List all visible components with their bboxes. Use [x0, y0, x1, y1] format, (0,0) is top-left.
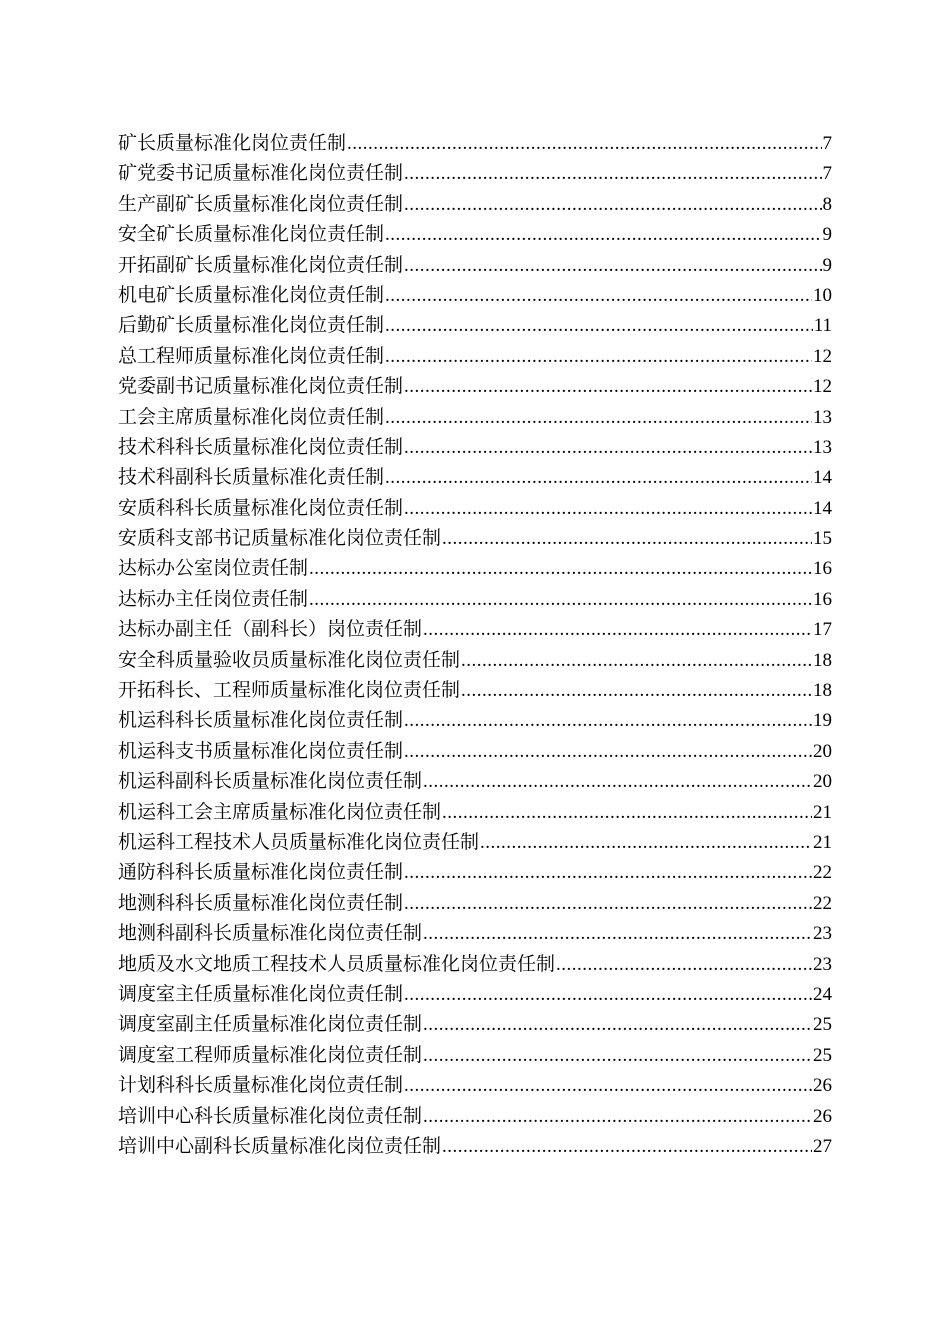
toc-dot-leader	[404, 1071, 812, 1101]
toc-entry-title: 培训中心科长质量标准化岗位责任制	[118, 1104, 423, 1127]
toc-entry[interactable]	[118, 675, 832, 705]
toc-entry[interactable]	[118, 918, 832, 948]
toc-dot-leader	[461, 646, 812, 676]
toc-entry[interactable]	[118, 614, 832, 644]
toc-dot-leader	[442, 1132, 812, 1162]
toc-dot-leader	[404, 190, 821, 220]
toc-entry-page-number: 27	[813, 1135, 832, 1157]
toc-entry[interactable]	[118, 371, 832, 401]
toc-dot-leader	[423, 615, 812, 645]
toc-dot-leader	[385, 403, 812, 433]
toc-entry-title: 安全科质量验收员质量标准化岗位责任制	[118, 648, 461, 671]
toc-dot-leader	[385, 342, 812, 372]
toc-entry-title: 机运科科长质量标准化岗位责任制	[118, 709, 404, 732]
toc-entry-title: 达标办副主任（副科长）岗位责任制	[118, 618, 423, 641]
toc-entry-page-number: 21	[813, 831, 832, 853]
toc-dot-leader	[404, 737, 812, 767]
toc-entry-title: 技术科科长质量标准化岗位责任制	[118, 435, 404, 458]
toc-entry-title: 工会主席质量标准化岗位责任制	[118, 405, 385, 428]
toc-entry-page-number: 18	[813, 649, 832, 671]
toc-entry-title: 机运科工会主席质量标准化岗位责任制	[118, 800, 442, 823]
toc-dot-leader	[442, 798, 812, 828]
toc-entry[interactable]	[118, 705, 832, 735]
toc-entry[interactable]	[118, 158, 832, 188]
toc-entry-page-number: 15	[813, 528, 832, 550]
toc-entry-page-number: 25	[813, 1014, 832, 1036]
toc-entry[interactable]	[118, 857, 832, 887]
toc-dot-leader	[556, 950, 812, 980]
toc-entry[interactable]	[118, 523, 832, 553]
toc-entry-title: 调度室副主任质量标准化岗位责任制	[118, 1013, 423, 1036]
toc-entry[interactable]	[118, 979, 832, 1009]
toc-entry-page-number: 22	[813, 892, 832, 914]
toc-entry[interactable]	[118, 128, 832, 158]
toc-entry-page-number: 12	[813, 345, 832, 367]
toc-entry[interactable]	[118, 462, 832, 492]
toc-entry-page-number: 20	[813, 771, 832, 793]
toc-entry-page-number: 14	[813, 467, 832, 489]
toc-entry[interactable]	[118, 1101, 832, 1131]
toc-entry-page-number: 20	[813, 740, 832, 762]
toc-entry-page-number: 16	[813, 558, 832, 580]
toc-entry-title: 党委副书记质量标准化岗位责任制	[118, 375, 404, 398]
toc-entry-title: 安质科科长质量标准化岗位责任制	[118, 496, 404, 519]
toc-dot-leader	[423, 1041, 812, 1071]
toc-entry-title: 达标办主任岗位责任制	[118, 587, 309, 610]
toc-dot-leader	[404, 889, 812, 919]
toc-entry[interactable]	[118, 797, 832, 827]
toc-dot-leader	[423, 1102, 812, 1132]
toc-entry-page-number: 16	[813, 588, 832, 610]
toc-dot-leader	[385, 281, 812, 311]
toc-entry-page-number: 11	[813, 315, 832, 337]
toc-dot-leader	[404, 372, 812, 402]
toc-entry-page-number: 17	[813, 619, 832, 641]
toc-entry[interactable]	[118, 250, 832, 280]
toc-entry-title: 机运科支书质量标准化岗位责任制	[118, 739, 404, 762]
toc-entry[interactable]	[118, 1131, 832, 1161]
toc-dot-leader	[347, 129, 821, 159]
toc-entry-page-number: 21	[813, 801, 832, 823]
toc-entry-page-number: 7	[822, 163, 832, 185]
toc-entry-page-number: 12	[813, 376, 832, 398]
toc-entry-title: 总工程师质量标准化岗位责任制	[118, 344, 385, 367]
toc-entry-title: 机运科副科长质量标准化岗位责任制	[118, 770, 423, 793]
toc-entry-title: 后勤矿长质量标准化岗位责任制	[118, 314, 385, 337]
toc-entry[interactable]	[118, 645, 832, 675]
toc-entry-title: 调度室主任质量标准化岗位责任制	[118, 982, 404, 1005]
toc-dot-leader	[404, 858, 812, 888]
toc-entry[interactable]	[118, 280, 832, 310]
toc-entry-page-number: 10	[813, 284, 832, 306]
toc-entry-title: 通防科科长质量标准化岗位责任制	[118, 861, 404, 884]
toc-entry[interactable]	[118, 432, 832, 462]
toc-dot-leader	[309, 585, 812, 615]
toc-entry-title: 安质科支部书记质量标准化岗位责任制	[118, 527, 442, 550]
toc-entry-page-number: 13	[813, 436, 832, 458]
toc-dot-leader	[423, 919, 812, 949]
toc-entry-page-number: 13	[813, 406, 832, 428]
toc-entry-title: 地测科副科长质量标准化岗位责任制	[118, 922, 423, 945]
toc-entry-title: 技术科副科长质量标准化责任制	[118, 466, 385, 489]
toc-entry-page-number: 26	[813, 1105, 832, 1127]
toc-entry[interactable]	[118, 888, 832, 918]
toc-entry-title: 达标办公室岗位责任制	[118, 557, 309, 580]
toc-entry-title: 机电矿长质量标准化岗位责任制	[118, 283, 385, 306]
toc-entry-title: 安全矿长质量标准化岗位责任制	[118, 223, 385, 246]
toc-entry-page-number: 8	[822, 193, 832, 215]
toc-dot-leader	[404, 159, 821, 189]
toc-entry[interactable]	[118, 584, 832, 614]
toc-dot-leader	[442, 524, 812, 554]
toc-dot-leader	[404, 494, 812, 524]
toc-entry-title: 地质及水文地质工程技术人员质量标准化岗位责任制	[118, 952, 556, 975]
toc-entry-page-number: 25	[813, 1044, 832, 1066]
toc-entry[interactable]	[118, 493, 832, 523]
toc-entry-title: 计划科科长质量标准化岗位责任制	[118, 1074, 404, 1097]
toc-dot-leader	[404, 433, 812, 463]
toc-dot-leader	[423, 1010, 812, 1040]
toc-dot-leader	[385, 311, 813, 341]
toc-entry-title: 开拓科长、工程师质量标准化岗位责任制	[118, 679, 461, 702]
toc-entry[interactable]	[118, 1070, 832, 1100]
toc-dot-leader	[385, 463, 812, 493]
toc-entry-page-number: 22	[813, 862, 832, 884]
toc-entry-page-number: 18	[813, 680, 832, 702]
toc-entry-page-number: 7	[822, 133, 832, 154]
toc-entry-page-number: 9	[822, 254, 832, 276]
toc-entry-title: 调度室工程师质量标准化岗位责任制	[118, 1043, 423, 1066]
toc-entry[interactable]	[118, 766, 832, 796]
toc-entry-page-number: 24	[813, 983, 832, 1005]
toc-entry[interactable]	[118, 402, 832, 432]
table-of-contents	[118, 128, 832, 1161]
toc-entry-title: 矿党委书记质量标准化岗位责任制	[118, 162, 404, 185]
toc-dot-leader	[404, 980, 812, 1010]
toc-entry-title: 机运科工程技术人员质量标准化岗位责任制	[118, 830, 480, 853]
toc-entry[interactable]	[118, 1009, 832, 1039]
toc-dot-leader	[404, 706, 812, 736]
toc-entry-title: 生产副矿长质量标准化岗位责任制	[118, 192, 404, 215]
toc-entry-title: 地测科科长质量标准化岗位责任制	[118, 891, 404, 914]
toc-entry[interactable]	[118, 736, 832, 766]
toc-entry-page-number: 23	[813, 953, 832, 975]
toc-entry-title: 开拓副矿长质量标准化岗位责任制	[118, 253, 404, 276]
toc-entry[interactable]	[118, 341, 832, 371]
toc-entry-page-number: 23	[813, 923, 832, 945]
toc-dot-leader	[309, 554, 812, 584]
toc-entry-page-number: 19	[813, 710, 832, 732]
toc-dot-leader	[461, 676, 812, 706]
toc-entry-page-number: 26	[813, 1075, 832, 1097]
toc-entry[interactable]	[118, 1040, 832, 1070]
toc-entry[interactable]	[118, 553, 832, 583]
toc-entry[interactable]	[118, 219, 832, 249]
toc-dot-leader	[385, 220, 821, 250]
toc-entry-page-number: 9	[822, 224, 832, 246]
toc-entry[interactable]	[118, 949, 832, 979]
toc-entry-page-number: 14	[813, 497, 832, 519]
toc-dot-leader	[423, 767, 812, 797]
toc-entry-title: 矿长质量标准化岗位责任制	[118, 132, 347, 154]
toc-entry[interactable]	[118, 827, 832, 857]
toc-entry-title: 培训中心副科长质量标准化岗位责任制	[118, 1134, 442, 1157]
toc-entry[interactable]	[118, 189, 832, 219]
toc-dot-leader	[404, 251, 821, 281]
toc-entry[interactable]	[118, 310, 832, 340]
toc-dot-leader	[480, 828, 812, 858]
